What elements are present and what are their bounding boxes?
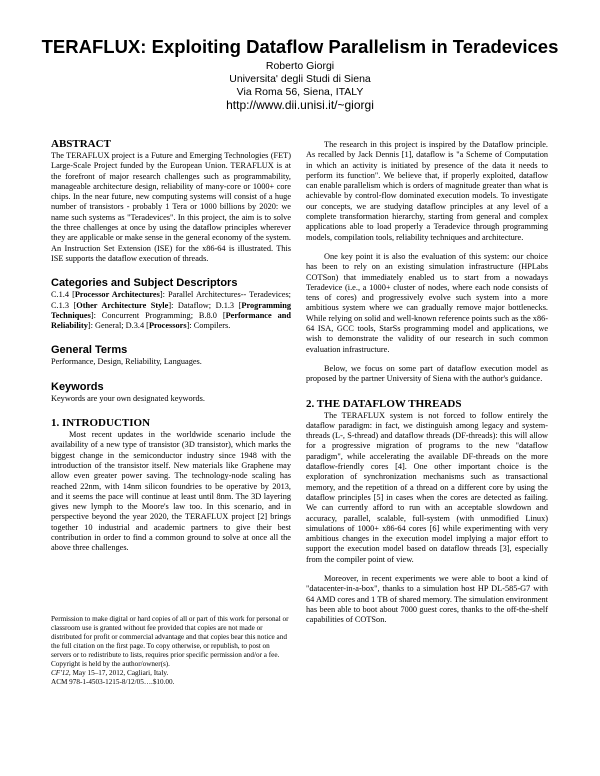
- abstract-text: The TERAFLUX project is a Future and Emerging Technologies (FET) Large-Scale Project funded by the European Union. TERAFLUX is at the forefront of major research challenges such as programmability, manageable architecture design, reliability of many-core or 1000+ core chips. In the near future, new computing systems will consist of a huge number of transistors - probably 1 Tera or 1000 billions by 2020: we name such systems as "Teradevices". In this project, the aim is to solve the three challenges at once by using the dataflow principles wherever they are applicable or make sense in the general economy of the system. An Instruction Set Extension (ISE) for the x86-64 is illustrated. This ISE supports the dataflow execution of threads.: [51, 151, 291, 263]
- dataflow-threads-heading: 2. THE DATAFLOW THREADS: [306, 397, 462, 410]
- introduction-heading: 1. INTRODUCTION: [51, 417, 151, 430]
- introduction-paragraph-2: The research in this project is inspired by the Dataflow principle. As recalled by Jack Dennis [1], dataflow is "a Scheme of Computation in which an activity is initiated by presence of the data it needs to perform its function". We believe that, if properly exploited, dataflow can enable parallelism which is orders of magnitude greater than what is achievable by control-flow dominated execution models. To investigate our concepts, we are studying dataflow principles at any level of a complete transformation hierarchy, starting from general and complex applications able to load properly a Teradevice through programming models, compilation tools, reliability techniques and architecture.: [306, 140, 548, 242]
- right-column: [306, 140, 548, 625]
- dataflow-threads-paragraph-1: The TERAFLUX system is not forced to follow entirely the dataflow paradigm: in fact, we distinguish among legacy and system-threads (L-, S-thread) and dataflow threads (DF-threads): this will allow for a progressive migration of programs to the new "dataflow paradigm", while accelerating the available DF-threads on the more dataflow-friendly cores [4]. One other important choice is the exploration of synchronization mechanisms such as transactional memory, and the repetition of a thread on a different core by using the dataflow principles [5] in cases when the cores are detected as failing. We can currently afford to run with an acceptable slowdown and accuracy, parallel, scalable, full-system (with unmodified Linux) simulations of 1000+ x86-64 cores [6] while experimenting with very ambitious changes in the execution model implying a major effort to support the execution model based on dataflow threads [3], especially from the compiler point of view.: [306, 410, 548, 564]
- general-terms-text: Performance, Design, Reliability, Languages.: [51, 357, 202, 367]
- author-address: Via Roma 56, Siena, ITALY: [236, 86, 364, 98]
- general-terms-heading: General Terms: [51, 344, 128, 357]
- conference-line: CF'12, May 15–17, 2012, Cagliari, Italy.: [51, 669, 169, 677]
- introduction-paragraph-3: One key point it is also the evaluation of this system: our choice has been to rely on an existing simulation infrastructure (HPLabs COTSon) that immediately enabled us to start from a nowadays Teradevice (i.e., a 1000+ cluster of nodes, where each node consists of tens of cores) and progressively evolve such system into a more ambitious system where we can gradually remove major bottlenecks. While relying on solid and well-known reference points such as the x86-64 ISA, GCC tools, StarSs programming model and applications, we wish to demonstrate the validity of our research in such common evaluation infrastructure.: [306, 251, 548, 354]
- keywords-text: Keywords are your own designated keywords.: [51, 393, 205, 403]
- keywords-heading: Keywords: [51, 380, 104, 393]
- permission-notice: [51, 615, 291, 687]
- categories-text: C.1.4 [Processor Architectures]: Parallel Architectures-- Teradevices; C.1.3 [Other Architecture Style]: Dataflow; D.1.3 [Programming Techniques]: Concurrent Programming; B.8.0 [Performance and Reliability]: General; D.3.4 [Processors]: Compilers.: [51, 290, 291, 331]
- introduction-paragraph-4: Below, we focus on some part of dataflow execution model as proposed by the partner University of Siena with the author's guidance.: [306, 363, 548, 384]
- acm-line: ACM 978-1-4503-1215-8/12/05….$10.00.: [51, 678, 175, 686]
- copyright-line: Copyright is held by the author/owner(s).: [51, 660, 170, 668]
- categories-heading: Categories and Subject Descriptors: [51, 277, 238, 290]
- author-url[interactable]: http://www.dii.unisi.it/~giorgi: [226, 98, 374, 112]
- left-column: [51, 138, 291, 554]
- dataflow-threads-paragraph-2: Moreover, in recent experiments we were able to boot a kind of "datacenter-in-a-box", thanks to a simulation host HP DL-585-G7 with 64 AMD cores and 1 TB of shared memory. The simulation environment has been able to boot about 7000 guest cores, thanks to the off-the-shelf capabilities of COTSon.: [306, 573, 548, 625]
- paper-title: TERAFLUX: Exploiting Dataflow Parallelism in Teradevices: [41, 36, 559, 57]
- abstract-heading: ABSTRACT: [51, 138, 111, 150]
- author-affiliation: Universita' degli Studi di Siena: [229, 73, 371, 85]
- permission-text: Permission to make digital or hard copies of all or part of this work for personal or classroom use is granted without fee provided that copies are not made or distributed for profit or commercial advantage and that copies bear this notice and the full citation on the first page. To copy otherwise, or republish, to post on servers or to redistribute to lists, requires prior specific permission and/or a fee.: [51, 615, 289, 659]
- author-name: Roberto Giorgi: [265, 60, 335, 72]
- introduction-paragraph-1: Most recent updates in the worldwide scenario include the availability of a new type of transistor (3D transistor), which marks the biggest change in the semiconductor industry since 1948 with the introduction of the transistor itself. New materials like Graphene may allow even greater power saving. The technology-node scaling has reached 22nm, with 14nm silicon foundries to be operative by 2013, and it seems the pace will continue at least until 8nm. The 3D layering gives new lymph to the Moore's law too. In this scenario, and in perspective beyond the year 2020, the TERAFLUX project [2] brings together 10 industrial and academic partners to give their best contribution in order to find a common ground to solve at once all the above three challenges.: [51, 430, 291, 553]
